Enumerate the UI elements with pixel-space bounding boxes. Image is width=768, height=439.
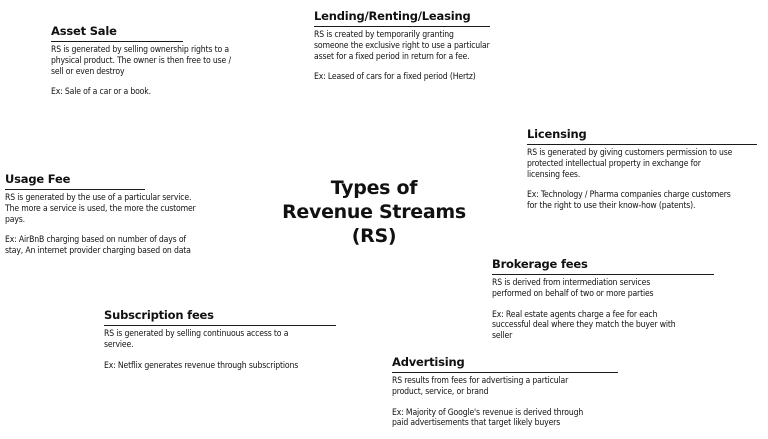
card-description: RS is generated by the use of a particular service. The more a service is used, the more the customer pays. xyxy=(5,193,196,225)
card-heading: Licensing xyxy=(527,127,587,141)
heading-underline xyxy=(314,26,490,27)
card-description: RS is generated by selling ownership rights to a physical product. The owner is then free to use / sell or even destroy xyxy=(51,45,231,77)
heading-underline xyxy=(5,189,145,190)
card-subscription-fees xyxy=(104,308,344,371)
card-brokerage-fees xyxy=(492,257,717,342)
card-description: RS is created by temporarily granting someone the exclusive right to use a particular asset for a fixed period in return for a fee. xyxy=(314,30,490,62)
heading-underline xyxy=(527,144,757,145)
card-example: Ex: AirBnB charging based on number of days of stay, An internet provider charging based on data xyxy=(5,235,191,257)
card-description: RS is generated by selling continuous access to a serviee. xyxy=(104,329,289,350)
card-usage-fee xyxy=(5,172,240,257)
card-heading: Lending/Renting/Leasing xyxy=(314,9,471,23)
card-example: Ex: Real estate agents charge a fee for each successful deal where they match the buyer with seller xyxy=(492,309,676,342)
card-heading: Subscription fees xyxy=(104,308,214,322)
card-description: RS is generated by giving customers permission to use protected intellectual property in exchange for licensing fees. xyxy=(527,148,733,180)
heading-underline xyxy=(104,325,336,326)
heading-underline xyxy=(51,41,183,42)
card-lending-renting-leasing xyxy=(314,9,544,83)
card-description: RS is derived from intermediation services performed on behalf of two or more parties xyxy=(492,278,654,299)
heading-underline xyxy=(392,372,618,373)
card-example: Ex: Technology / Pharma companies charge customers for the right to use their know-how (patents). xyxy=(527,190,731,212)
diagram-title: Types of Revenue Streams (RS) xyxy=(282,177,466,247)
card-advertising xyxy=(392,355,627,429)
card-heading: Usage Fee xyxy=(5,172,71,186)
card-example: Ex: Majority of Google's revenue is derived through paid advertisements that target likely buyers xyxy=(392,407,584,429)
card-example: Ex: Sale of a car or a book. xyxy=(51,87,151,98)
heading-underline xyxy=(492,274,714,275)
card-example: Ex: Netflix generates revenue through subscriptions xyxy=(104,360,299,371)
card-example: Ex: Leased of cars for a fixed period (Hertz) xyxy=(314,72,476,83)
card-heading: Brokerage fees xyxy=(492,257,588,271)
card-licensing xyxy=(527,127,765,212)
card-heading: Advertising xyxy=(392,355,465,369)
card-heading: Asset Sale xyxy=(51,24,117,38)
card-asset-sale xyxy=(51,24,276,98)
card-description: RS results from fees for advertising a particular product, service, or brand xyxy=(392,376,569,397)
